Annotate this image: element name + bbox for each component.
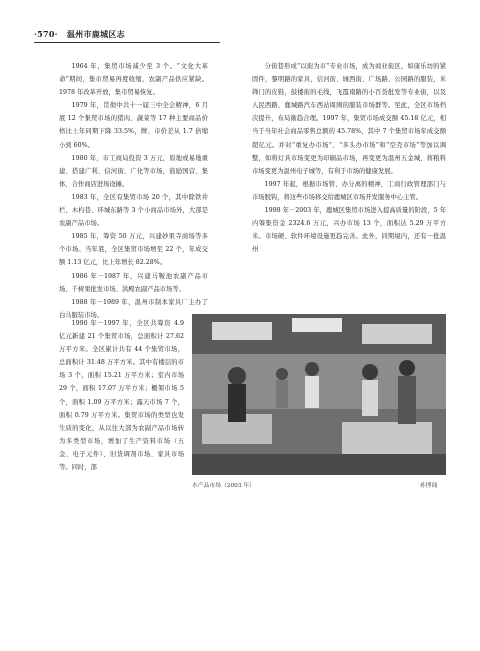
book-title: 温州市鹿城区志 (66, 29, 125, 39)
paragraph: 1990 年－1997 年，全区共筹资 4.9 亿元新建 21 个集贸市场，总面积计 27.62 万平方米。全区累计共有 44 个集贸市场，总面积计 31.48 万平方米。其中有楼层的市场 3 个，面积 15.21 万平方米；室内市场 29 个，面积 17.07 万平方米；棚架市场 5 个，面积 1.09 万平方米；露天市场 7 个，面积 0.79 万平方米。集贸市场的类型也发生质的变化，从以往大部为农副产品市场转为多类型市场，增加了生产资料市场（五金、电子元件）、旧货调剂市场、家具市场等。同时，部 (59, 320, 184, 472)
photo-caption: 水产品市场（2003 年） (192, 483, 255, 489)
paragraph: 1998 年－2003 年，鹿城区集贸市场进入提高质量的阶段，5 年内筹集资金 2324.6 万元，兴办市场 13 个，面积达 5.29 万平方米。市场硬、软件环境设施更趋完善。此外，同期境内，还有一批温州 (252, 207, 446, 254)
running-header (34, 29, 125, 40)
paragraph: 1964 年，集贸市场减少至 3 个。“文化大革命”期间，集市贸易再度收缩，农副产品供应紧缺。1978 年改革开放，集市贸易恢复。 (59, 63, 208, 97)
paragraph: 1985 年，筹资 50 万元，兴建妙果寺商场等多个市场。当年底，全区集贸市场增至 22 个，年成交额 1.13 亿元，比上年增长 82.28%。 (59, 233, 208, 267)
right-column (252, 60, 446, 256)
page-number: ·570· (34, 29, 58, 39)
left-column (59, 60, 208, 322)
market-photo-illustration (192, 314, 446, 475)
paragraph: 分街巷形成“以街为市”专业市场，成为商业街区，如康乐坊的紧固件，黎明路的家具，信河街、城西街、广场路、公园路的服装，米筛门的皮鞋，鼓楼街的毛线，飞霞南路的小百货批发等专业街，以及人民西路、鹿城路汽车西站周围的服装市场群等。至此，全区市场档次提升，布局渐趋合理。1997 年，集贸市场成交额 45.18 亿元，相当于当年社会商品零售总额的 45.78%，其中 7 个集贸市场年成交额超亿元。并对“重复办市场”、“多头办市场”和“空壳市场”等加以调整，如将灯具市场变更为印刷品市场，再变更为温州五金城，将粮料市场变更为温州电子城等，有利于市场的健康发展。 (252, 63, 446, 175)
wrap-column (59, 317, 184, 474)
paragraph: 1986 年－1987 年，兴建马鞍池农副产品市场、千树果批发市场、洪殿农副产品市场等。 (59, 272, 208, 293)
photo-credit: 孙博闻 (420, 483, 438, 489)
paragraph: 1997 年起，根据市场管、办分离的精神，工商行政管理部门与市场脱钩，将这些市场移交给鹿城区市场开发服务中心主管。 (252, 180, 446, 201)
market-photo (192, 314, 446, 475)
paragraph: 1979 年，贯彻中共十一届三中全会精神，6 月底 12 个集贸市场的猪肉、蔬菜等 17 种主要商品价格比上年同期下降 33.5%，牌、市价差从 1.7 倍缩小到 60%。 (59, 102, 208, 149)
paragraph: 1980 年，市工商局投资 3 万元，原地或易地重建、搭建广利、信河街、广化等市场，鼓励国营、集体、合作商店进场设摊。 (59, 154, 208, 188)
paragraph: 1988 年－1989 年，温州市制本家具厂主办了白马服装市场。 (59, 298, 208, 319)
header-rule (34, 42, 220, 43)
paragraph: 1983 年，全区有集贸市场 20 个，其中除铁井栏、木杓巷、环城东路等 3 个小商品市场外，大部是农副产品市场。 (59, 193, 208, 228)
